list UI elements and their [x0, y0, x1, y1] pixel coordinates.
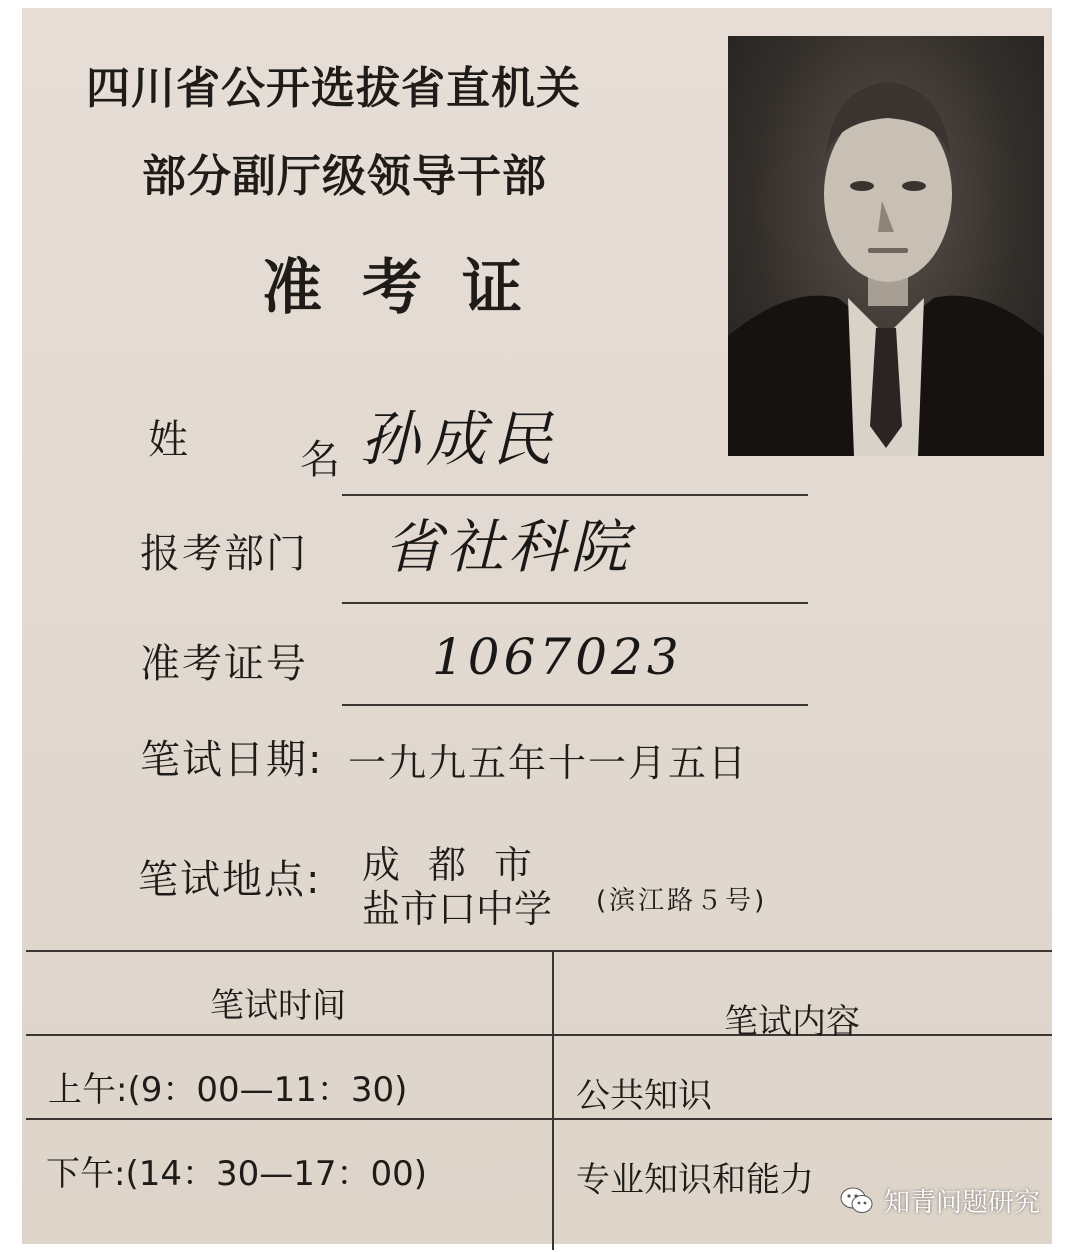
- name-value: 孙成民: [360, 405, 558, 475]
- schedule-header-content: 笔试内容: [724, 1002, 860, 1042]
- header-line-2: 部分副厅级领导干部: [142, 151, 547, 202]
- exam-place-school: 盐市口中学: [362, 887, 553, 931]
- dept-value: 省社科院: [384, 513, 633, 581]
- ticket-title: 准考证: [262, 253, 562, 323]
- schedule-row-afternoon-time: 下午:(14：30—17：00): [46, 1154, 428, 1194]
- exam-date-label: 笔试日期:: [140, 737, 324, 783]
- watermark: [840, 1182, 1040, 1219]
- ticket-no-underline: [342, 704, 808, 706]
- schedule-header-time: 笔试时间: [210, 986, 346, 1026]
- ticket-no-label: 准考证号: [140, 641, 308, 687]
- ticket-no-value: 1067023: [432, 628, 683, 686]
- dept-underline: [342, 602, 808, 604]
- exam-place-address: (滨江路５号): [596, 886, 768, 916]
- header-line-1: 四川省公开选拔省直机关: [86, 63, 581, 114]
- name-label-2: 名: [300, 437, 340, 483]
- wechat-icon: [840, 1186, 874, 1216]
- name-label-1: 姓: [148, 417, 188, 463]
- candidate-photo: [728, 36, 1044, 456]
- exam-place-label: 笔试地点:: [138, 857, 322, 903]
- exam-place-city: 成都市: [362, 843, 561, 887]
- watermark-text: 知青问题研究: [884, 1188, 1041, 1218]
- exam-date-value: 一九九五年十一月五日: [348, 741, 749, 785]
- schedule-row-afternoon-content: 专业知识和能力: [576, 1160, 814, 1200]
- schedule-row-morning-content: 公共知识: [576, 1076, 712, 1116]
- dept-label: 报考部门: [140, 531, 308, 577]
- schedule-row-morning-time: 上午:(9：00—11：30): [48, 1070, 408, 1110]
- name-underline: [342, 494, 808, 496]
